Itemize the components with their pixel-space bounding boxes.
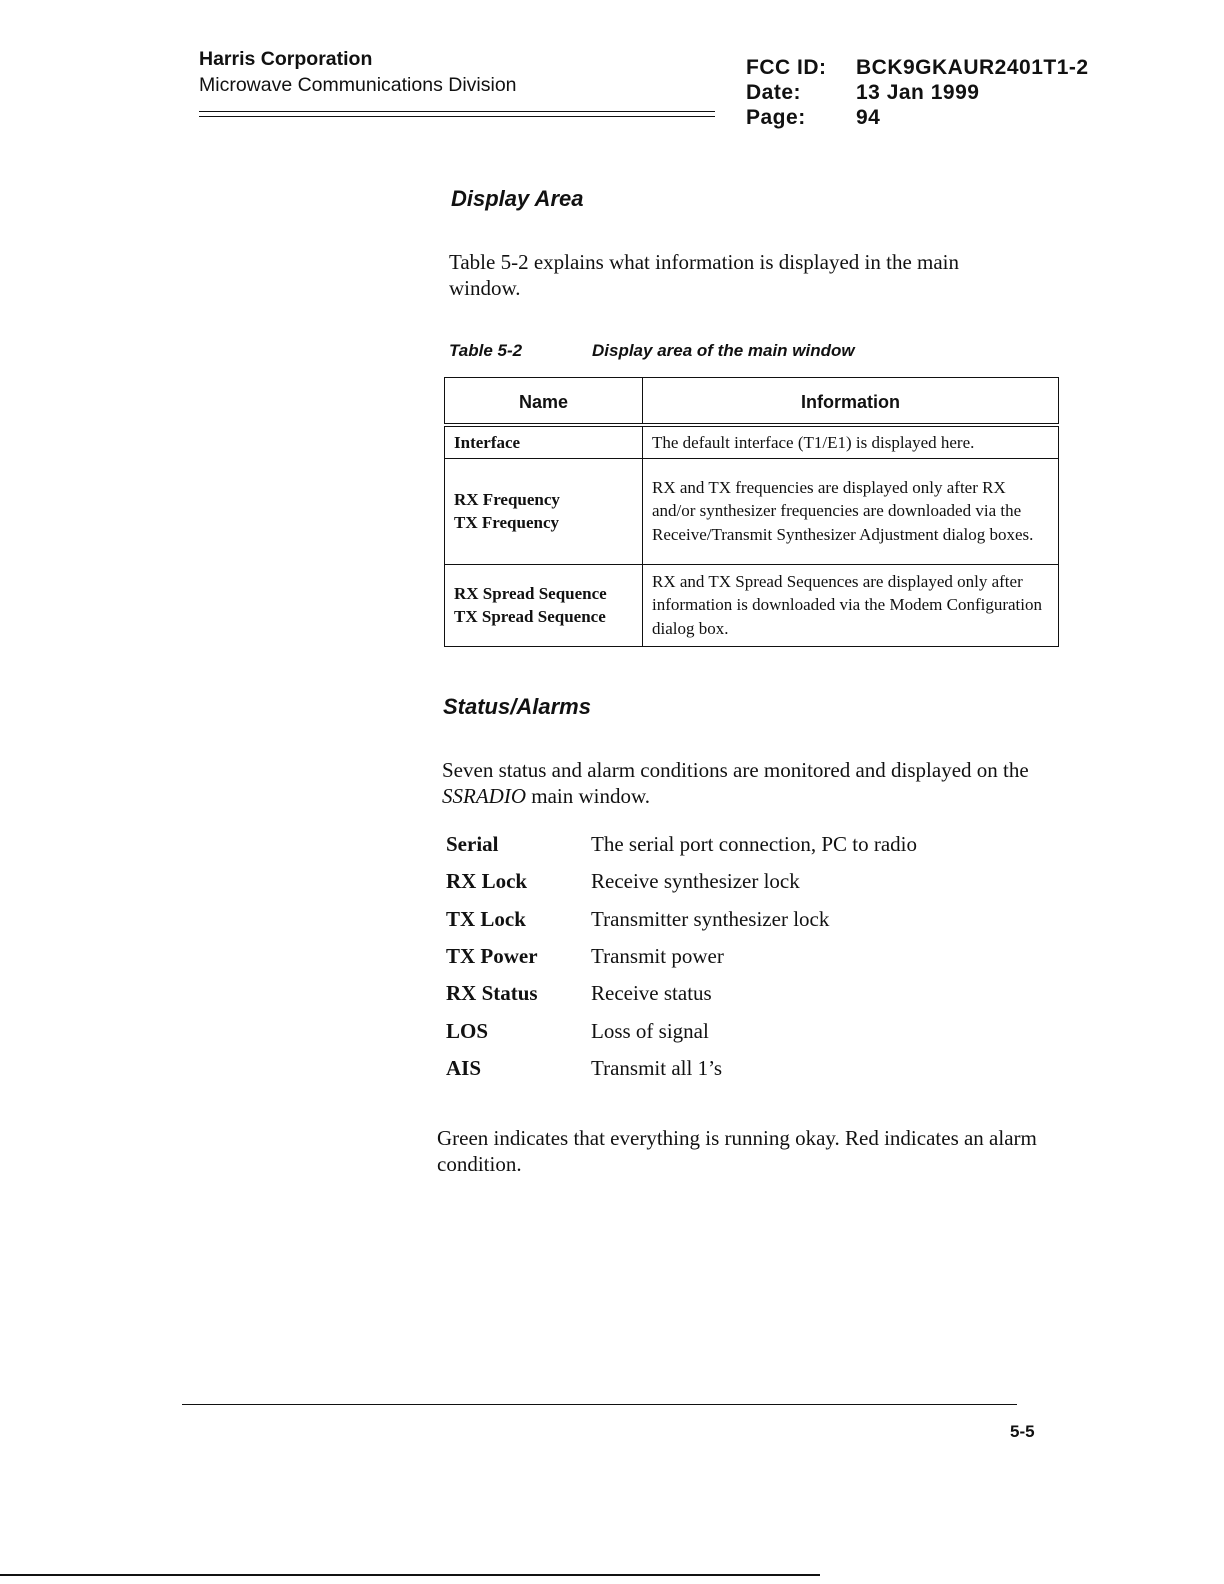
table-row [445, 458, 1059, 564]
division-name: Microwave Communications Division [199, 74, 517, 96]
page-number: 5-5 [1010, 1422, 1035, 1441]
row-name-cell [445, 425, 643, 458]
status-term: TX Lock [446, 906, 526, 931]
table-header-row [445, 378, 1059, 426]
table-caption [449, 341, 855, 361]
page-label: Page: [746, 106, 806, 129]
display-area-table [444, 377, 1059, 647]
status-alarms-intro [442, 757, 1062, 809]
fcc-id-label: FCC ID: [746, 56, 827, 79]
status-term: AIS [446, 1055, 482, 1080]
status-description: Transmitter synthesizer lock [591, 906, 830, 931]
row-name: RX Spread Sequence [454, 583, 607, 603]
row-name-cell [445, 458, 643, 564]
page-row [746, 105, 1089, 130]
date-value: 13 Jan 1999 [856, 81, 980, 104]
header-rule [199, 116, 715, 117]
list-item [446, 1050, 917, 1087]
column-header-information: Information [643, 378, 1059, 426]
app-name: SSRADIO [442, 784, 526, 808]
row-info-cell: RX and TX frequencies are displayed only after RX and/or synthesizer frequencies are downloaded via the Receive/Transmit Synthesizer Adjustment dialog boxes. [643, 458, 1059, 564]
status-color-note: Green indicates that everything is running okay. Red indicates an alarm condition. [437, 1126, 1037, 1176]
date-row [746, 80, 1089, 105]
section-heading-status-alarms: Status/Alarms [443, 694, 591, 719]
list-item [446, 938, 917, 975]
status-description: Receive status [591, 981, 712, 1006]
table-number: Table 5-2 [449, 341, 523, 360]
list-item [446, 826, 917, 863]
row-name: Interface [454, 432, 521, 452]
status-alarm-list [446, 826, 917, 1087]
intro-text: main window. [525, 784, 651, 808]
status-description: Transmit power [591, 944, 724, 969]
row-info-cell: RX and TX Spread Sequences are displayed only after information is downloaded via the Modem Configuration dialog box. [643, 564, 1059, 646]
list-item [446, 901, 917, 938]
document-meta [746, 55, 1089, 130]
status-term: Serial [446, 832, 499, 857]
row-name: RX Frequency [454, 489, 560, 509]
status-description: Loss of signal [591, 1018, 709, 1043]
intro-text: Seven status and alarm conditions are monitored and displayed on the [442, 758, 1029, 782]
status-description: Receive synthesizer lock [591, 869, 800, 894]
status-description: The serial port connection, PC to radio [591, 832, 918, 857]
fcc-id-row [746, 55, 1089, 80]
status-description: Transmit all 1’s [591, 1055, 723, 1080]
page-value: 94 [856, 106, 881, 129]
row-name: TX Frequency [454, 513, 559, 532]
section-heading-display-area: Display Area [451, 186, 584, 211]
row-info-cell: The default interface (T1/E1) is displayed here. [643, 425, 1059, 458]
footer-rule [182, 1404, 1017, 1405]
date-label: Date: [746, 81, 802, 104]
list-item [446, 1012, 917, 1049]
table-title: Display area of the main window [592, 341, 855, 360]
status-term: RX Lock [446, 869, 528, 894]
company-name: Harris Corporation [199, 48, 373, 70]
header-rule [199, 111, 715, 112]
column-header-name: Name [445, 378, 643, 426]
status-term: RX Status [446, 981, 538, 1006]
row-name-cell [445, 564, 643, 646]
row-name: TX Spread Sequence [454, 607, 606, 626]
table-row [445, 425, 1059, 458]
list-item [446, 975, 917, 1012]
fcc-id-value: BCK9GKAUR2401T1-2 [856, 56, 1089, 79]
status-term: TX Power [446, 944, 538, 969]
company-block [199, 46, 517, 98]
display-area-intro: Table 5-2 explains what information is displayed in the main window. [449, 250, 959, 300]
list-item [446, 863, 917, 900]
scan-edge-rule [0, 1574, 820, 1576]
table-row [445, 564, 1059, 646]
status-term: LOS [446, 1018, 489, 1043]
